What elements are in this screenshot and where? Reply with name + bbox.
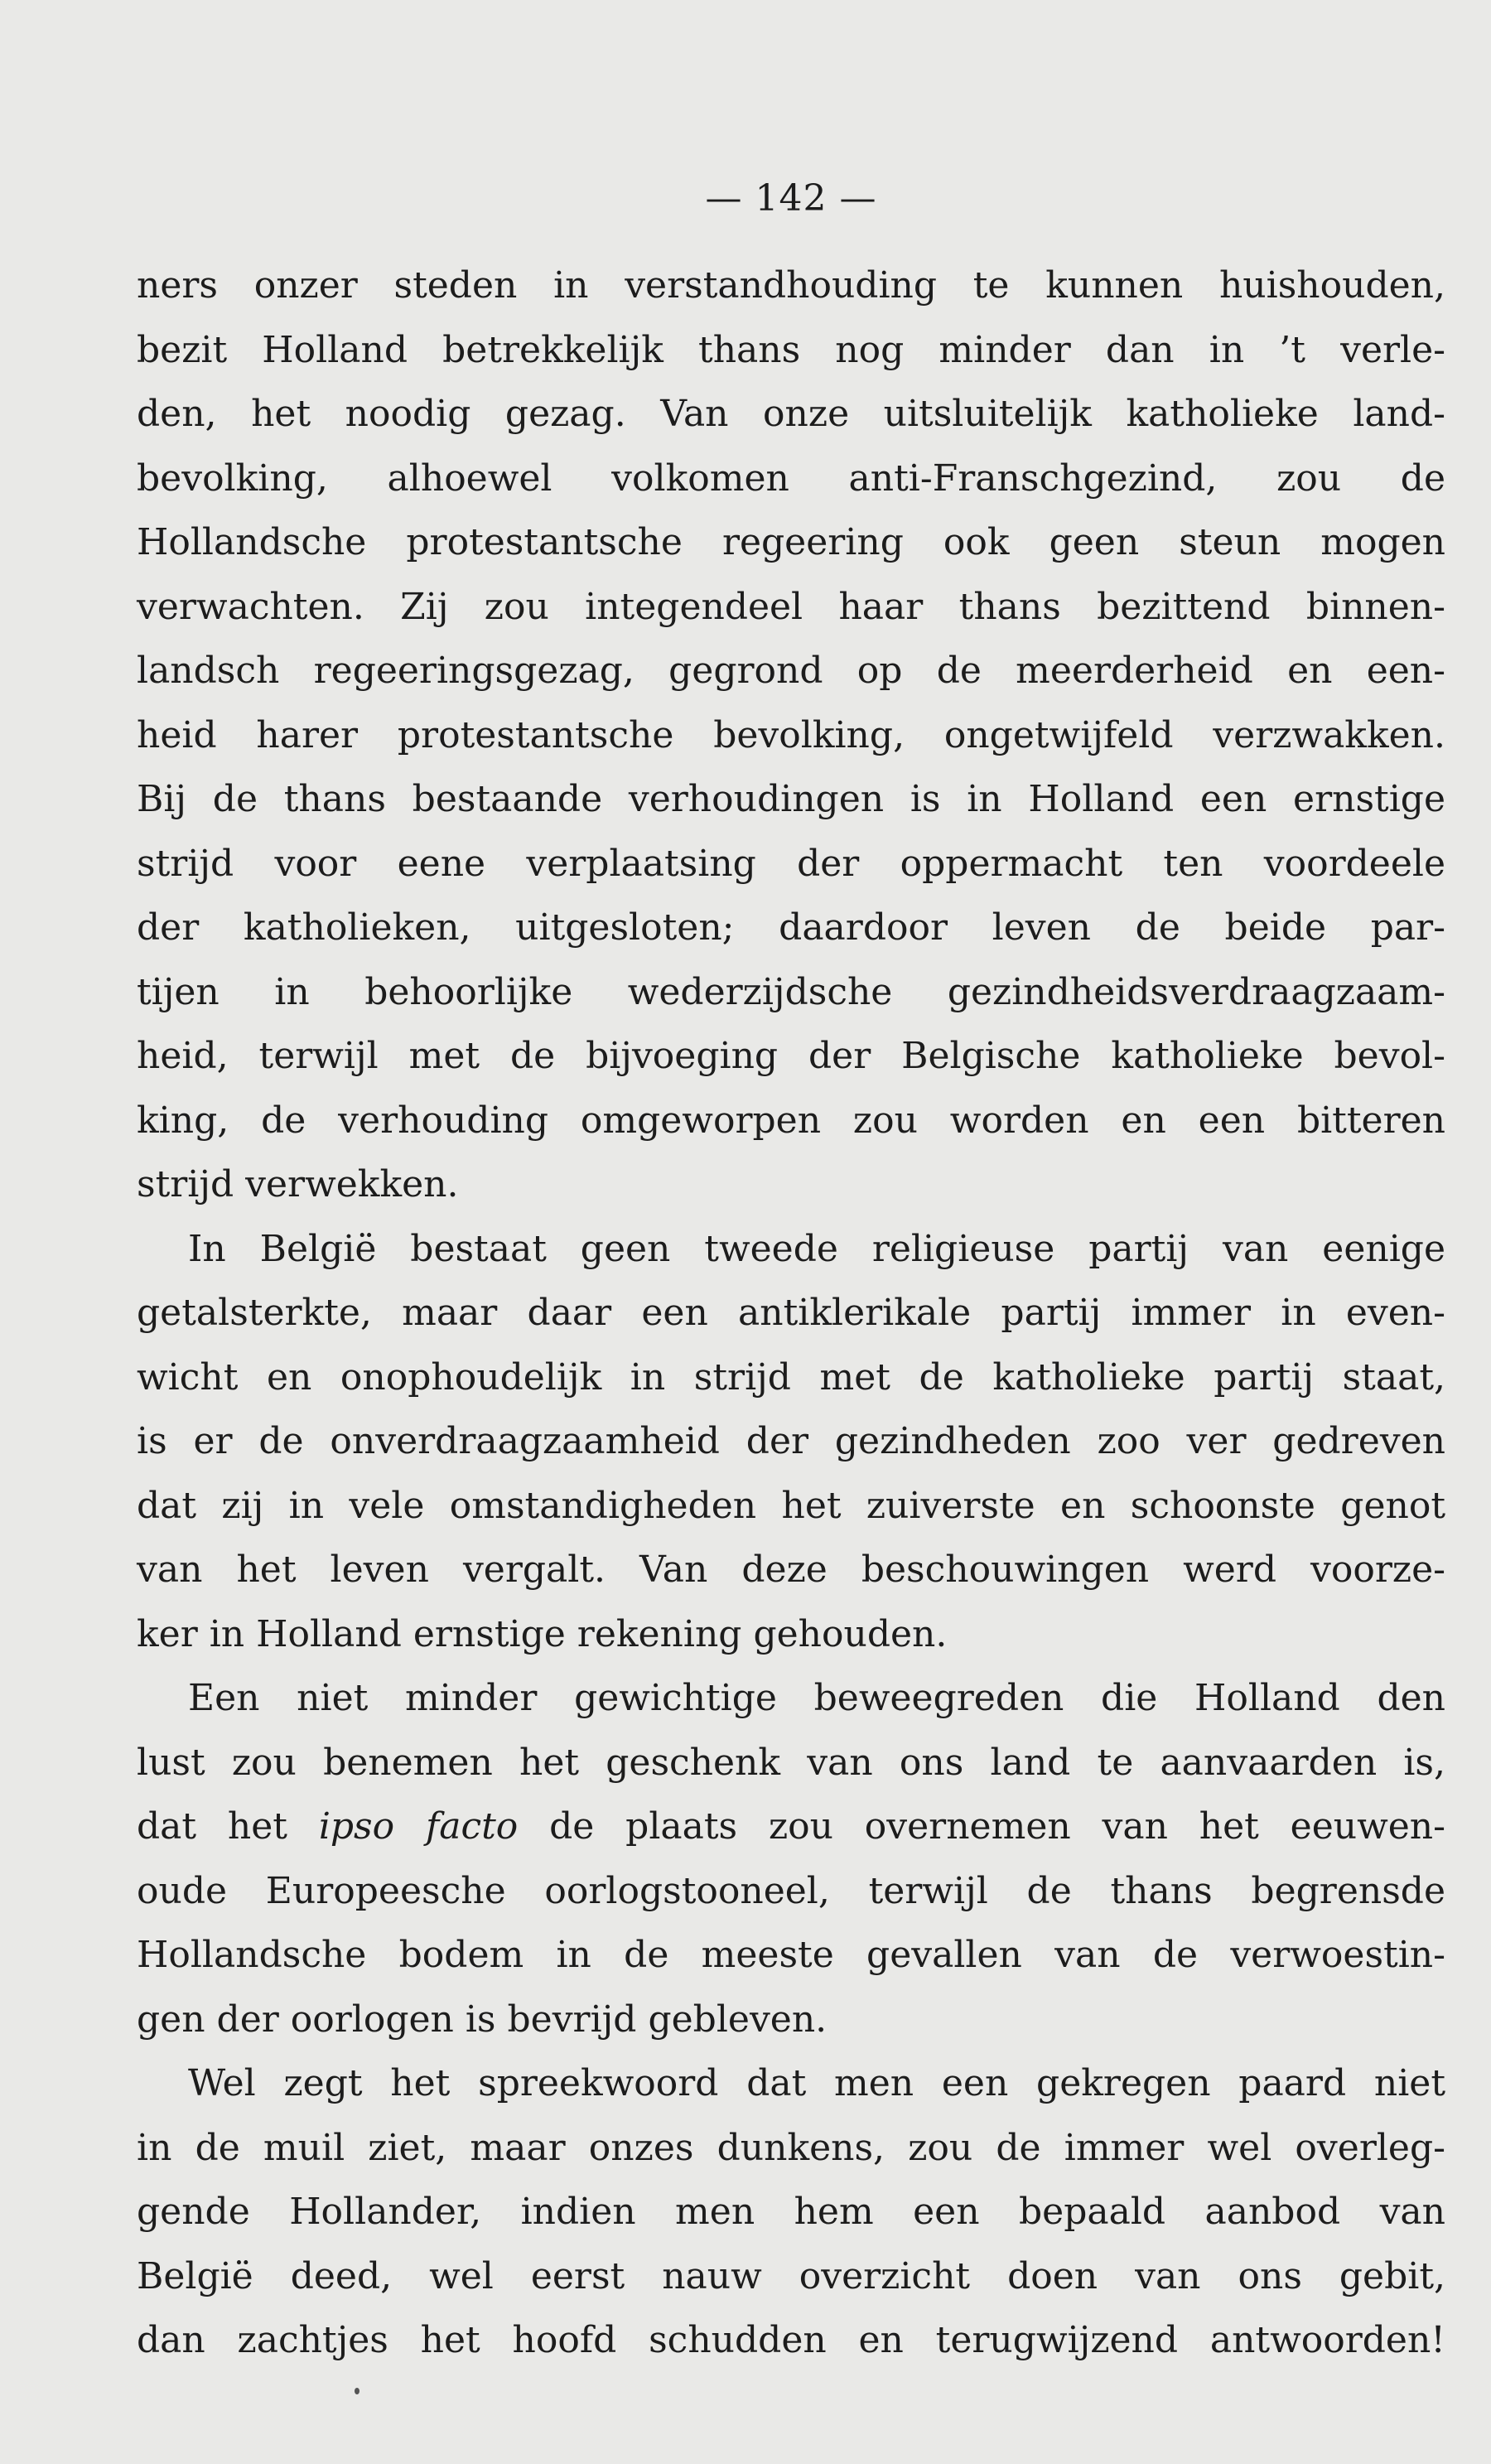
text-line: ners onzer steden in verstandhouding te kunnen huishouden,	[137, 264, 1445, 307]
text-line: oude Europeesche oorlogstooneel, terwijl de thans begrensde	[137, 1869, 1445, 1912]
body-text	[137, 254, 1445, 2373]
paragraph-start-line: Een niet minder gewichtige beweegreden die Holland den	[188, 1677, 1445, 1719]
text-line: van het leven vergalt. Van deze beschouwingen werd voorze-	[137, 1548, 1445, 1591]
text-line: strijd voor eene verplaatsing der oppermacht ten voordeele	[137, 842, 1445, 885]
text-line: lust zou benemen het geschenk van ons land te aanvaarden is,	[137, 1741, 1445, 1784]
text-line: dan zachtjes het hoofd schudden en terugwijzend antwoorden!	[137, 2319, 1445, 2361]
text-line: gen der oorlogen is bevrijd gebleven.	[137, 1998, 828, 2041]
text-line: king, de verhouding omgeworpen zou worden en een bitteren	[137, 1099, 1445, 1142]
text-line: landsch regeeringsgezag, gegrond op de meerderheid en een-	[137, 650, 1445, 692]
text-line: tijen in behoorlijke wederzijdsche gezindheidsverdraagzaam-	[137, 970, 1445, 1013]
text-line: der katholieken, uitgesloten; daardoor leven de beide par-	[137, 906, 1445, 949]
text-line: wicht en onophoudelijk in strijd met de katholieke partij staat,	[137, 1355, 1445, 1399]
text-line: bezit Holland betrekkelijk thans nog minder dan in ’t verle-	[137, 328, 1445, 371]
text-line-with-italic	[137, 1795, 1445, 1859]
text-line: Hollandsche protestantsche regeering ook geen steun mogen	[137, 521, 1445, 563]
text-line: bevolking, alhoewel volkomen anti-Franschgezind, zou de	[137, 457, 1445, 500]
text-line: heid harer protestantsche bevolking, ongetwijfeld verzwakken.	[137, 713, 1445, 756]
text-line: dat zij in vele omstandigheden het zuiverste en schoonste genot	[137, 1484, 1445, 1527]
text-line: gende Hollander, indien men hem een bepaald aanbod van	[137, 2191, 1445, 2233]
text-line: verwachten. Zij zou integendeel haar thans bezittend binnen-	[137, 585, 1445, 628]
text-line: is er de onverdraagzaamheid der gezindheden zoo ver gedreven	[137, 1420, 1445, 1462]
paragraph-start-line: In België bestaat geen tweede religieuse partij van eenige	[188, 1227, 1445, 1270]
text-segment: dat het	[137, 1805, 319, 1848]
text-line: Bij de thans bestaande verhoudingen is in Holland een ernstige	[137, 778, 1445, 820]
text-line: getalsterkte, maar daar een antiklerikale partij immer in even-	[137, 1292, 1445, 1334]
text-line: in de muil ziet, maar onzes dunkens, zou de immer wel overleg-	[137, 2126, 1445, 2169]
text-line: heid, terwijl met de bijvoeging der Belgische katholieke bevol-	[137, 1035, 1445, 1077]
paragraph-start-line: Wel zegt het spreekwoord dat men een gekregen paard niet	[188, 2062, 1445, 2104]
text-line: strijd verwekken.	[137, 1163, 459, 1205]
ink-speck	[355, 2388, 359, 2394]
text-line: België deed, wel eerst nauw overzicht doen van ons gebit,	[137, 2254, 1445, 2297]
text-line: Hollandsche bodem in de meeste gevallen van de verwoestin-	[137, 1934, 1445, 1976]
page-number: — 142 —	[705, 177, 877, 220]
italic-phrase: ipso facto	[318, 1805, 519, 1848]
text-segment: de plaats zou overnemen van het eeuwen-	[518, 1805, 1445, 1848]
text-line: ker in Holland ernstige rekening gehouden.	[137, 1612, 948, 1655]
text-line: den, het noodig gezag. Van onze uitsluitelijk katholieke land-	[137, 393, 1445, 435]
